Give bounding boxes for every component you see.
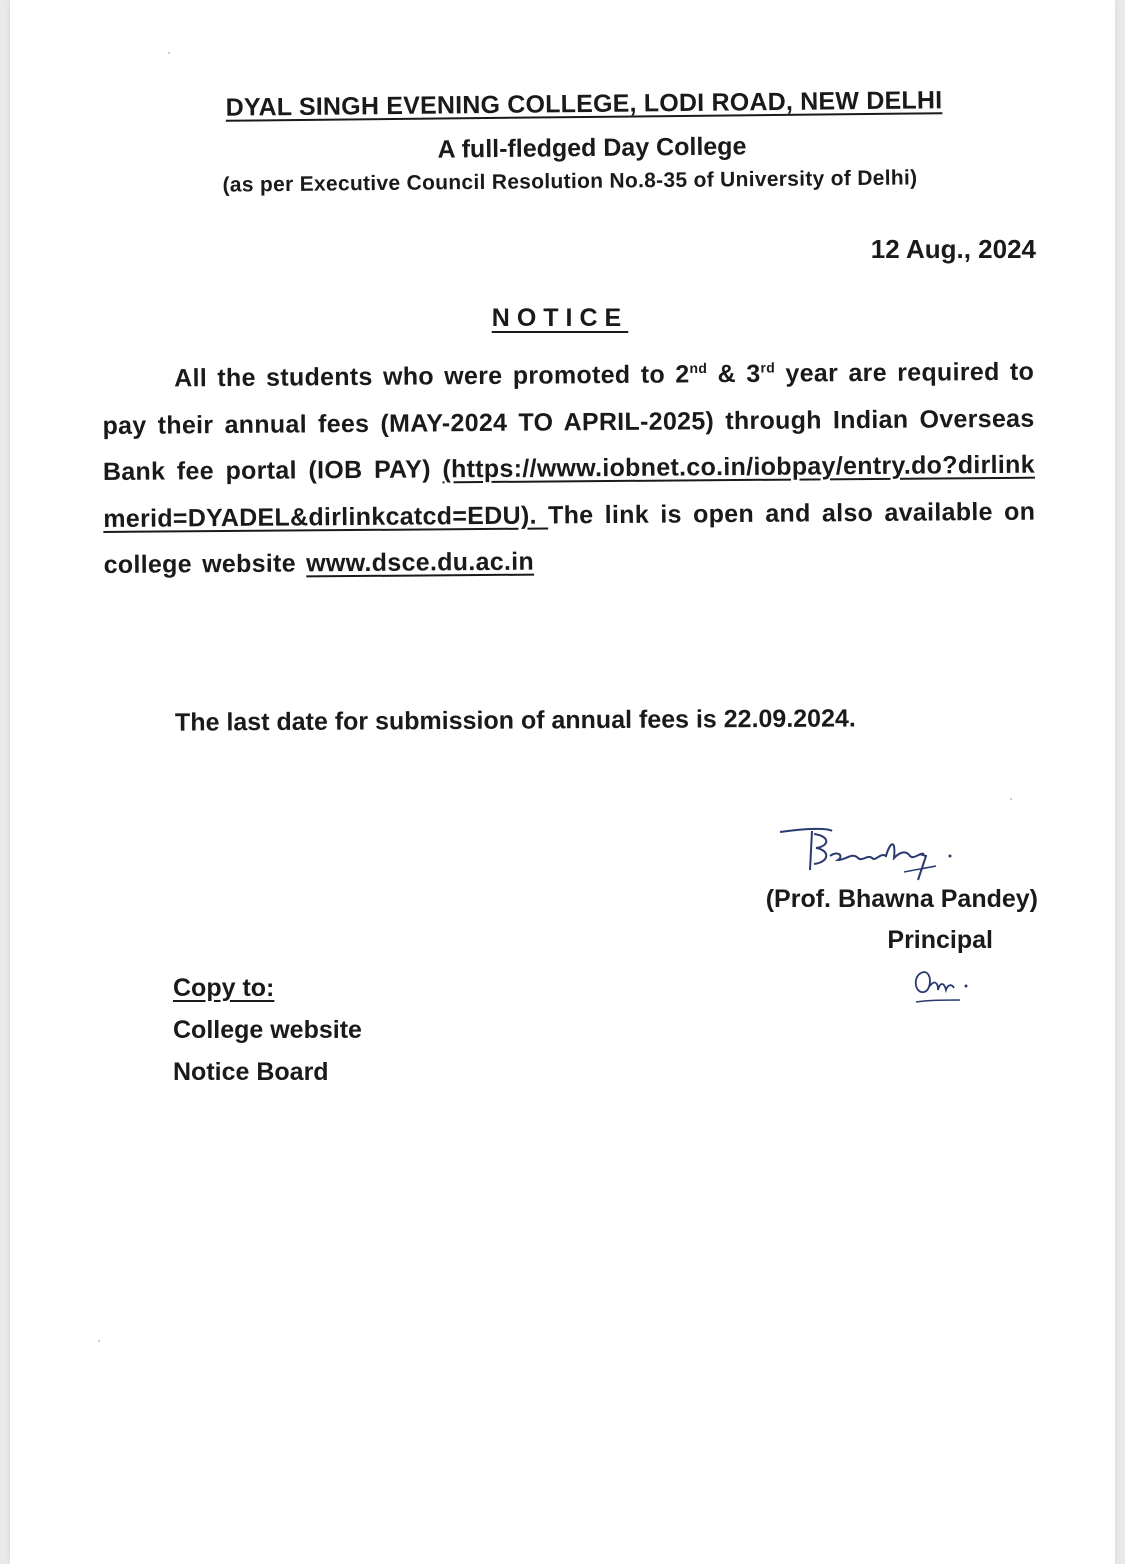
copy-to-heading: Copy to: <box>173 974 275 1002</box>
resolution-note: (as per Executive Council Resolution No.8-35 of University of Delhi) <box>222 166 918 197</box>
ordinal-suffix-rd: rd <box>760 359 776 376</box>
college-name: DYAL SINGH EVENING COLLEGE, LODI ROAD, NEW DELHI <box>225 86 943 122</box>
principal-signature <box>768 822 968 882</box>
scan-speck <box>168 52 170 54</box>
notice-heading: NOTICE <box>491 304 629 332</box>
body-text-part-3: year are required to pay their annual fees (MAY-2024 TO APRIL-2025) through Indian Overseas Bank fee portal (IOB PAY) <box>102 357 1035 486</box>
ordinal-suffix-nd: nd <box>689 359 708 377</box>
body-text-part-1: All the students who were promoted to 2 <box>174 360 690 393</box>
initials-mark <box>910 962 970 1008</box>
copy-recipient-notice-board: Notice Board <box>173 1058 329 1086</box>
last-date-line: The last date for submission of annual fees is 22.09.2024. <box>174 704 856 737</box>
body-text-part-2: & 3 <box>707 359 761 389</box>
copy-recipient-website: College website <box>173 1016 362 1044</box>
college-subtitle: A full-fledged Day College <box>437 132 747 164</box>
scan-speck <box>98 1340 100 1342</box>
college-website-link[interactable]: www.dsce.du.ac.in <box>306 547 535 578</box>
body-text-part-4: The link is open and also available on college website <box>103 497 1036 579</box>
notice-page <box>10 0 1115 1564</box>
scan-speck <box>1010 798 1012 800</box>
notice-date: 12 Aug., 2024 <box>870 234 1036 264</box>
signatory-designation: Principal <box>887 926 993 954</box>
notice-body <box>102 349 1036 589</box>
iob-pay-link[interactable]: (https://www.iobnet.co.in/iobpay/entry.do?dirlinkmerid=DYADEL&dirlinkcatcd=EDU). <box>103 450 1035 533</box>
signatory-name: (Prof. Bhawna Pandey) <box>765 885 1038 913</box>
